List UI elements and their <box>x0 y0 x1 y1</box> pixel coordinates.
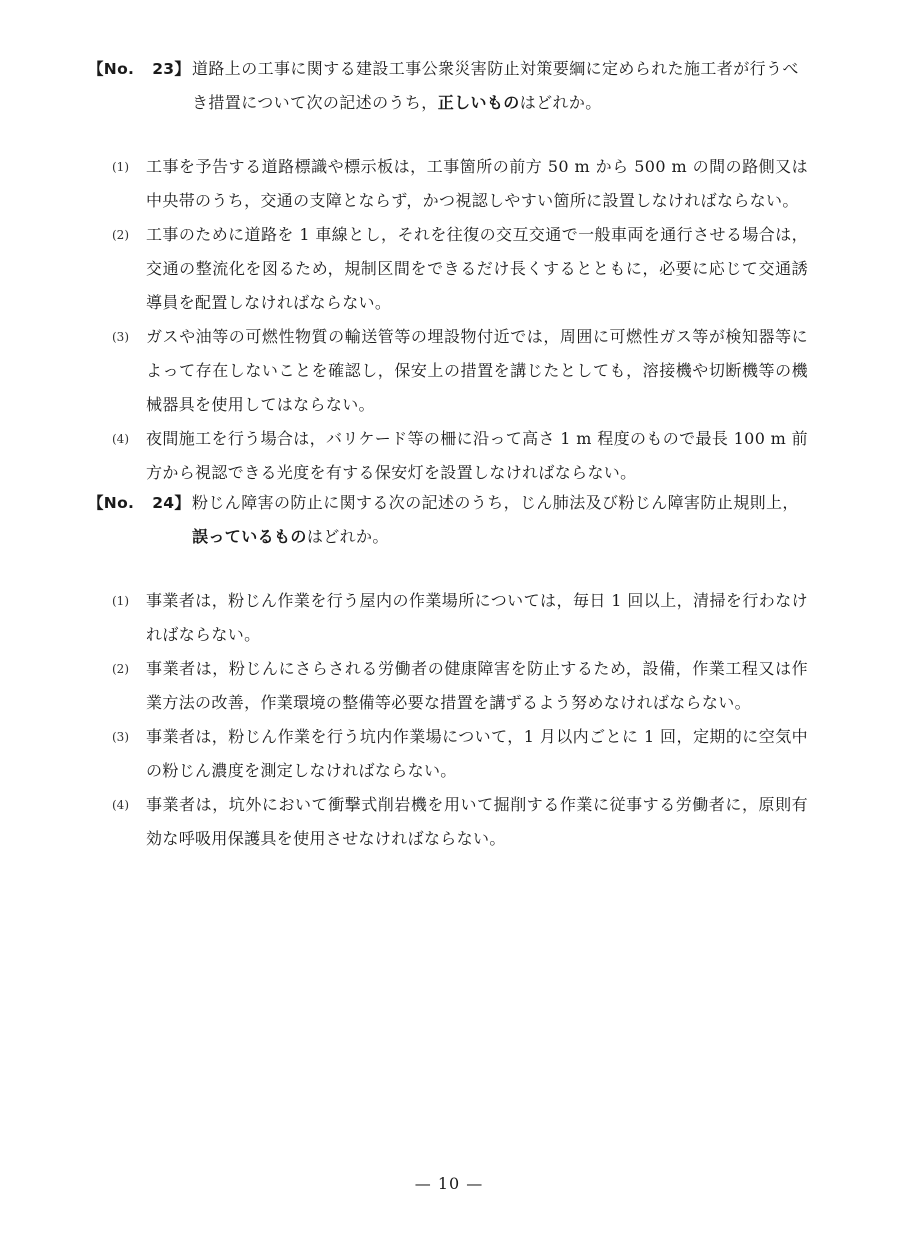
option-4 <box>88 422 808 490</box>
option-text: 事業者は，坑外において衝撃式削岩機を用いて掘削する作業に従事する労働者に，原則有効な呼吸用保護具を使用させなければならない。 <box>146 795 808 848</box>
option-text: 工事を予告する道路標識や標示板は，工事箇所の前方 50 m から 500 m の間の路側又は中央帯のうち，交通の支障とならず，かつ視認しやすい箇所に設置しなければならない。 <box>146 157 808 210</box>
option-mark: (1) <box>112 594 129 608</box>
question-number-value: 24】 <box>152 494 191 512</box>
question-number-label: 【No. <box>88 60 135 78</box>
option-mark: (4) <box>112 432 129 446</box>
question-number <box>88 52 192 86</box>
question-text-before: 道路上の工事に関する建設工事公衆災害防止対策要綱に定められた施工者が行うべき措置について次の記述のうち， <box>192 59 799 112</box>
option-3 <box>88 720 808 788</box>
question-text-after: はどれか。 <box>306 527 389 546</box>
option-mark: (4) <box>112 798 129 812</box>
option-mark: (3) <box>112 330 129 344</box>
page-number: — 10 — <box>414 1174 484 1193</box>
option-mark: (2) <box>112 662 129 676</box>
question-23 <box>88 52 808 490</box>
option-text: ガスや油等の可燃性物質の輸送管等の埋設物付近では，周囲に可燃性ガス等が検知器等によって存在しないことを確認し，保安上の措置を講じたとしても，溶接機や切断機等の機械器具を使用してはならない。 <box>146 327 808 414</box>
option-text: 夜間施工を行う場合は，バリケード等の柵に沿って高さ 1 m 程度のもので最長 100 m 前方から視認できる光度を有する保安灯を設置しなければならない。 <box>146 429 808 482</box>
question-number <box>88 486 192 520</box>
question-text-after: はどれか。 <box>519 93 602 112</box>
option-4 <box>88 788 808 856</box>
options-list <box>88 150 808 490</box>
option-2 <box>88 652 808 720</box>
options-list <box>88 584 808 856</box>
question-text-emphasis: 誤っているもの <box>192 527 307 546</box>
option-3 <box>88 320 808 422</box>
option-1 <box>88 584 808 652</box>
question-text-before: 粉じん障害の防止に関する次の記述のうち，じん肺法及び粉じん障害防止規則上， <box>192 493 799 512</box>
question-header <box>88 52 808 120</box>
question-number-label: 【No. <box>88 494 135 512</box>
option-mark: (2) <box>112 228 129 242</box>
option-mark: (1) <box>112 160 129 174</box>
question-24 <box>88 486 808 856</box>
option-mark: (3) <box>112 730 129 744</box>
option-text: 事業者は，粉じん作業を行う坑内作業場について，1 月以内ごとに 1 回，定期的に空気中の粉じん濃度を測定しなければならない。 <box>146 727 808 780</box>
option-1 <box>88 150 808 218</box>
question-text <box>192 486 808 554</box>
question-text-emphasis: 正しいもの <box>437 93 520 112</box>
question-number-value: 23】 <box>152 60 191 78</box>
option-2 <box>88 218 808 320</box>
question-text <box>192 52 808 120</box>
option-text: 工事のために道路を 1 車線とし，それを往復の交互交通で一般車両を通行させる場合は，交通の整流化を図るため，規制区間をできるだけ長くするとともに，必要に応じて交通誘導員を配置しなければならない。 <box>146 225 808 312</box>
option-text: 事業者は，粉じんにさらされる労働者の健康障害を防止するため，設備，作業工程又は作業方法の改善，作業環境の整備等必要な措置を講ずるよう努めなければならない。 <box>146 659 808 712</box>
option-text: 事業者は，粉じん作業を行う屋内の作業場所については，毎日 1 回以上，清掃を行わなければならない。 <box>146 591 808 644</box>
question-header <box>88 486 808 554</box>
